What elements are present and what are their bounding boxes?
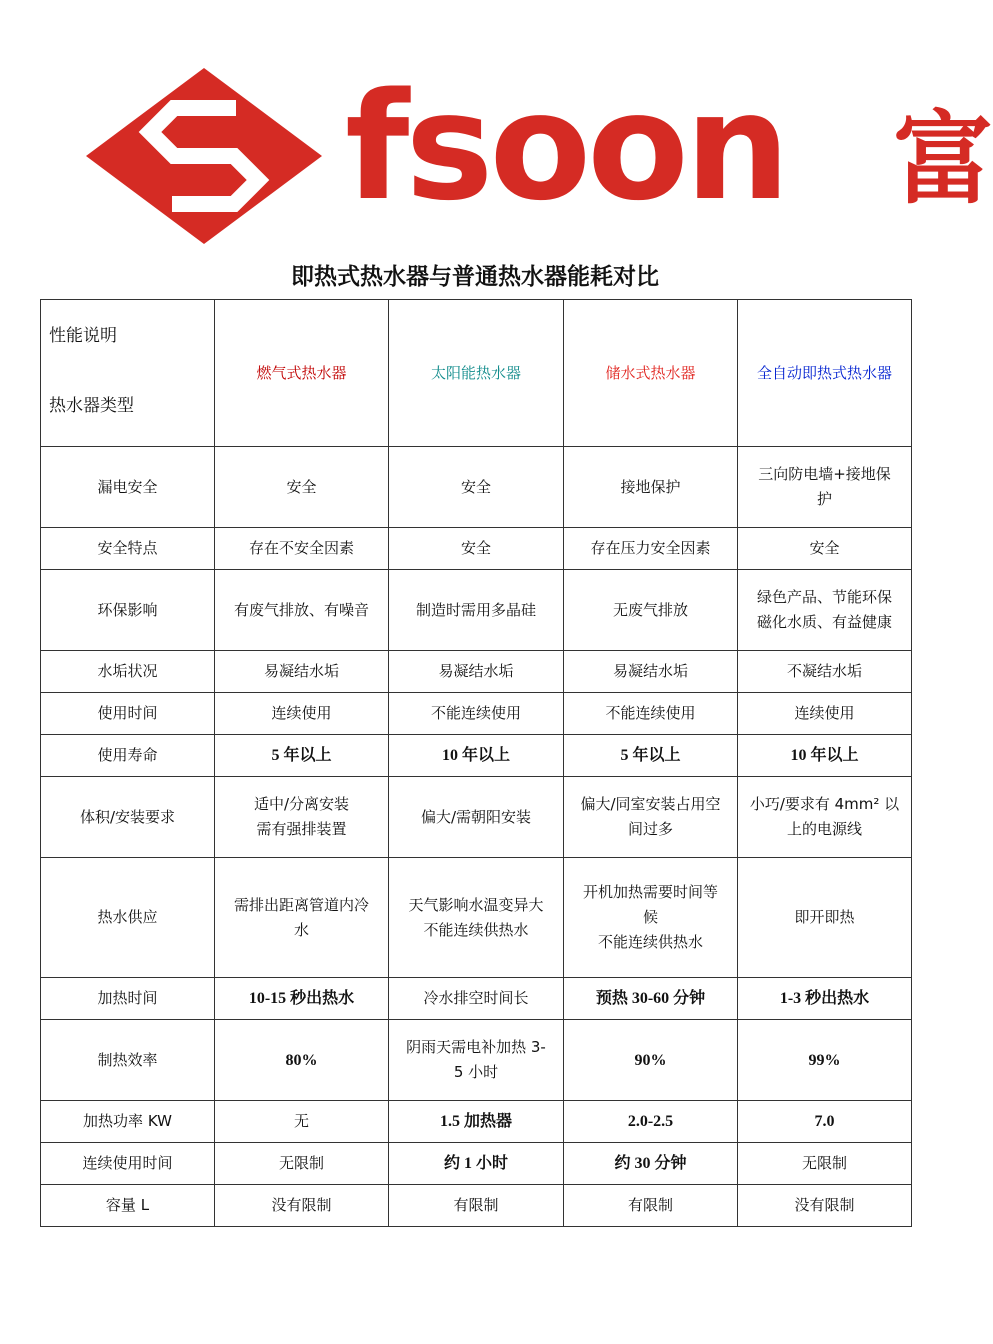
table-row xyxy=(41,1101,912,1143)
table-row xyxy=(41,1185,912,1227)
row-label: 连续使用时间 xyxy=(41,1143,215,1185)
table-cell: 安全 xyxy=(389,528,564,570)
table-cell: 安全 xyxy=(389,447,564,528)
table-cell: 7.0 xyxy=(738,1101,912,1143)
table-cell: 不凝结水垢 xyxy=(738,651,912,693)
table-row xyxy=(41,1020,912,1101)
table-cell: 无 xyxy=(215,1101,389,1143)
table-cell: 连续使用 xyxy=(738,693,912,735)
table-row xyxy=(41,447,912,528)
table-cell: 预热 30-60 分钟 xyxy=(564,978,738,1020)
table-cell: 有废气排放、有噪音 xyxy=(215,570,389,651)
table-row xyxy=(41,528,912,570)
table-cell: 1-3 秒出热水 xyxy=(738,978,912,1020)
table-row xyxy=(41,978,912,1020)
table-row xyxy=(41,735,912,777)
table-cell: 需排出距离管道内冷 水 xyxy=(215,858,389,978)
column-header-storage-heater: 储水式热水器 xyxy=(564,300,738,447)
table-cell: 10 年以上 xyxy=(738,735,912,777)
table-cell: 存在不安全因素 xyxy=(215,528,389,570)
table-cell: 约 30 分钟 xyxy=(564,1143,738,1185)
column-header-instant-heater: 全自动即热式热水器 xyxy=(738,300,912,447)
row-label: 环保影响 xyxy=(41,570,215,651)
table-cell: 开机加热需要时间等 候 不能连续供热水 xyxy=(564,858,738,978)
table-cell: 接地保护 xyxy=(564,447,738,528)
table-cell: 有限制 xyxy=(389,1185,564,1227)
table-row xyxy=(41,693,912,735)
table-cell: 无废气排放 xyxy=(564,570,738,651)
table-cell: 没有限制 xyxy=(215,1185,389,1227)
logo-wordmark: fsoon xyxy=(345,61,787,233)
row-label: 热水供应 xyxy=(41,858,215,978)
comparison-table xyxy=(40,299,912,1227)
table-cell: 偏大/需朝阳安装 xyxy=(389,777,564,858)
table-row xyxy=(41,651,912,693)
table-cell: 安全 xyxy=(215,447,389,528)
table-cell: 易凝结水垢 xyxy=(564,651,738,693)
table-cell: 连续使用 xyxy=(215,693,389,735)
corner-label-performance: 性能说明 xyxy=(49,326,117,346)
table-cell: 冷水排空时间长 xyxy=(389,978,564,1020)
brand-logo xyxy=(0,0,993,250)
row-label: 体积/安装要求 xyxy=(41,777,215,858)
table-cell: 有限制 xyxy=(564,1185,738,1227)
table-cell: 无限制 xyxy=(215,1143,389,1185)
row-label: 漏电安全 xyxy=(41,447,215,528)
table-cell: 没有限制 xyxy=(738,1185,912,1227)
table-cell: 绿色产品、节能环保 磁化水质、有益健康 xyxy=(738,570,912,651)
fsoon-logo-mark-icon xyxy=(86,68,322,244)
row-label: 加热时间 xyxy=(41,978,215,1020)
table-cell: 1.5 加热器 xyxy=(389,1101,564,1143)
table-cell: 99% xyxy=(738,1020,912,1101)
column-header-gas-heater: 燃气式热水器 xyxy=(215,300,389,447)
table-cell: 偏大/同室安装占用空 间过多 xyxy=(564,777,738,858)
table-cell: 5 年以上 xyxy=(215,735,389,777)
row-label: 制热效率 xyxy=(41,1020,215,1101)
table-cell: 阴雨天需电补加热 3- 5 小时 xyxy=(389,1020,564,1101)
row-label: 使用时间 xyxy=(41,693,215,735)
table-row xyxy=(41,1143,912,1185)
row-label: 使用寿命 xyxy=(41,735,215,777)
table-cell: 即开即热 xyxy=(738,858,912,978)
table-cell: 2.0-2.5 xyxy=(564,1101,738,1143)
table-row xyxy=(41,858,912,978)
logo-chinese-char: 富 xyxy=(893,101,993,218)
table-cell: 易凝结水垢 xyxy=(389,651,564,693)
row-label: 安全特点 xyxy=(41,528,215,570)
table-cell: 存在压力安全因素 xyxy=(564,528,738,570)
page-title: 即热式热水器与普通热水器能耗对比 xyxy=(291,264,659,290)
table-cell: 易凝结水垢 xyxy=(215,651,389,693)
table-cell: 约 1 小时 xyxy=(389,1143,564,1185)
table-header-row xyxy=(41,300,912,447)
table-cell: 90% xyxy=(564,1020,738,1101)
table-cell: 80% xyxy=(215,1020,389,1101)
column-header-solar-heater: 太阳能热水器 xyxy=(389,300,564,447)
table-cell: 不能连续使用 xyxy=(389,693,564,735)
table-cell: 三向防电墙+接地保 护 xyxy=(738,447,912,528)
table-cell: 小巧/要求有 4mm² 以 上的电源线 xyxy=(738,777,912,858)
table-row xyxy=(41,777,912,858)
table-cell: 无限制 xyxy=(738,1143,912,1185)
row-label: 加热功率 KW xyxy=(41,1101,215,1143)
row-label: 水垢状况 xyxy=(41,651,215,693)
table-cell: 不能连续使用 xyxy=(564,693,738,735)
table-cell: 5 年以上 xyxy=(564,735,738,777)
header-corner-cell xyxy=(41,300,215,447)
table-cell: 10-15 秒出热水 xyxy=(215,978,389,1020)
table-cell: 天气影响水温变异大 不能连续供热水 xyxy=(389,858,564,978)
corner-label-heater-type: 热水器类型 xyxy=(49,396,134,416)
table-row xyxy=(41,570,912,651)
row-label: 容量 L xyxy=(41,1185,215,1227)
table-cell: 10 年以上 xyxy=(389,735,564,777)
table-cell: 适中/分离安装 需有强排装置 xyxy=(215,777,389,858)
table-cell: 制造时需用多晶硅 xyxy=(389,570,564,651)
table-cell: 安全 xyxy=(738,528,912,570)
